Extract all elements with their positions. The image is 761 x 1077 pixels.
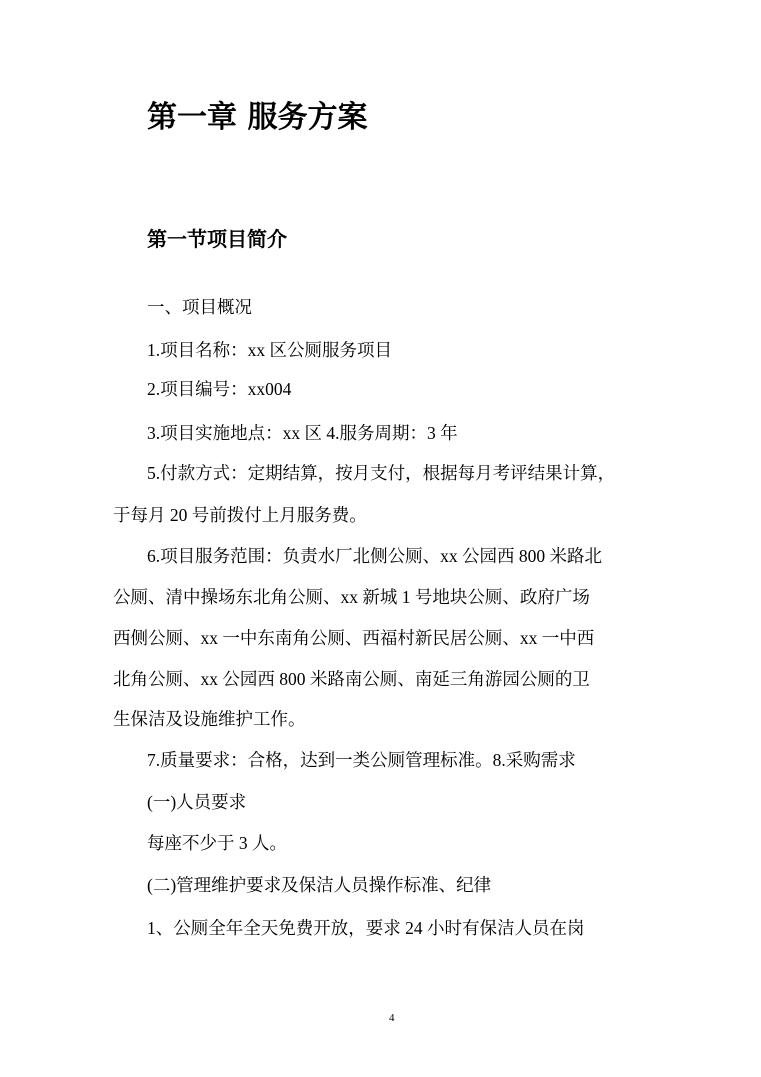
project-location-period: 3.项目实施地点：xx 区 4.服务周期：3 年 bbox=[147, 423, 458, 443]
payment-method-line-2: 于每月 20 号前拨付上月服务费。 bbox=[113, 505, 367, 525]
page-number: 4 bbox=[389, 1012, 395, 1024]
service-scope-line-1: 6.项目服务范围：负责水厂北侧公厕、xx 公园西 800 米路北 bbox=[147, 546, 602, 566]
project-number: 2.项目编号：xx004 bbox=[147, 379, 292, 399]
chapter-title: 第一章 服务方案 bbox=[147, 100, 368, 135]
maintenance-item-1: 1、公厕全年全天免费开放，要求 24 小时有保洁人员在岗 bbox=[147, 918, 585, 938]
payment-method-line-1: 5.付款方式：定期结算，按月支付，根据每月考评结果计算， bbox=[147, 463, 616, 483]
quality-requirement: 7.质量要求：合格，达到一类公厕管理标准。8.采购需求 bbox=[147, 750, 576, 770]
staff-requirement-heading: (一)人员要求 bbox=[147, 792, 247, 812]
service-scope-line-2: 公厕、清中操场东北角公厕、xx 新城 1 号地块公厕、政府广场 bbox=[113, 587, 590, 607]
heading-project-overview: 一、项目概况 bbox=[147, 297, 252, 317]
service-scope-line-5: 生保洁及设施维护工作。 bbox=[113, 709, 306, 729]
staff-requirement: 每座不少于 3 人。 bbox=[147, 833, 287, 853]
project-name: 1.项目名称：xx 区公厕服务项目 bbox=[147, 340, 392, 360]
maintenance-heading: (二)管理维护要求及保洁人员操作标准、纪律 bbox=[147, 875, 492, 895]
section-title: 第一节项目简介 bbox=[147, 227, 287, 251]
service-scope-line-4: 北角公厕、xx 公园西 800 米路南公厕、南延三角游园公厕的卫 bbox=[113, 669, 590, 689]
service-scope-line-3: 西侧公厕、xx 一中东南角公厕、西福村新民居公厕、xx 一中西 bbox=[113, 628, 595, 648]
